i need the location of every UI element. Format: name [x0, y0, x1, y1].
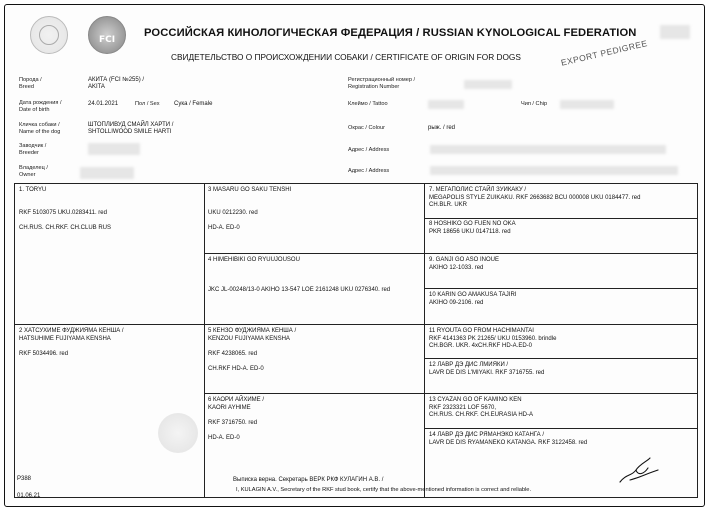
sex-label: Пол / Sex	[135, 101, 160, 107]
great-grandparent-8: 8 HOSHIKO GO FUEN NO OKA PKR 18656 UKU 0147118. red	[429, 221, 516, 235]
redacted-tattoo	[428, 100, 464, 109]
fci-logo: FCI	[88, 16, 126, 54]
great-grandparent-12: 12 ЛАВР ДЭ ДИС ЛМИЯКИ / LAVR DE DIS L'MIYAKI. RKF 3716755. red	[429, 362, 545, 376]
great-grandparent-10: 10 KARIN GO AMAKUSA TAJIRI AKIHO 09-2106. red	[429, 292, 517, 306]
chip-label: Чип / Chip	[521, 101, 548, 107]
breed-label: Порода / Breed	[19, 77, 42, 90]
rkf-logo	[30, 16, 68, 54]
export-pedigree-stamp: EXPORT PEDIGREE	[560, 38, 649, 68]
redacted-address-1	[430, 145, 666, 154]
name-label: Кличка собаки / Name of the dog	[19, 122, 61, 135]
certificate-title: РОССИЙСКАЯ КИНОЛОГИЧЕСКАЯ ФЕДЕРАЦИЯ / RUSSIAN KYNOLOGICAL FEDERATION	[144, 27, 637, 39]
redacted-breeder	[88, 143, 140, 155]
colour-value: рыж. / red	[428, 125, 456, 131]
great-grandparent-9: 9. GANJI GO ASO INOUE AKIHO 12-1033. red	[429, 257, 500, 271]
great-grandparent-11: 11 RYOUTA GO FROM HACHIMANTAI RKF 4141363 PK 21265/ UKU 0153960. brindle CH.BGR. UKR. 4xCH.RKF HD-A.ED-0	[429, 328, 557, 350]
sire-entry: 1. TORYU RKF 5103075 UKU.0283411. red CH.RUS. CH.RKF. CH.CLUB RUS	[19, 187, 112, 231]
grandparent-6: 6 КАОРИ АЙХИМЕ / KAORI AYHIME RKF 3716750. red HD-A. ED-0	[208, 397, 264, 441]
issue-date: 01.06.21	[17, 493, 41, 499]
dob-label: Дата рождения / Date of birth	[19, 100, 62, 113]
redacted-registration	[464, 80, 512, 89]
document-code: P388	[17, 476, 32, 482]
redacted-owner	[80, 167, 134, 179]
registration-label: Регистрационный номер / Registration Number	[348, 77, 416, 90]
grandparent-5: 5 КЕНЗО ФУДЖИЯМА КЕНША / KENZOU FUJIYAMA KENSHA RKF 4238065. red CH.RKF HD-A. ED-0	[208, 328, 297, 372]
breed-value: АКИТА (FCI №255) / AKITA	[88, 77, 145, 90]
redacted-chip	[560, 100, 614, 109]
great-grandparent-13: 13 CYAZAN GO OF KAMINO KEN RKF 2323321 LOF 5670, CH.RUS. CH.RKF. CH.EURASIA HD-A	[429, 397, 534, 419]
grandparent-4: 4 HIMEHIBIKI GO RYUUJOUSOU JKC JL-00248/13-0 AKIHO 13-547 LOE 2161248 UKU 0276340. red	[208, 257, 391, 294]
great-grandparent-7: 7. МЕГАПОЛИС СТАЙЛ ЗУИКАКУ / MEGAPOLIS STYLE ZUIKAKU. RKF 2663682 BCU 000008 UKU 0184477. red CH.BLR. UKR	[429, 187, 641, 209]
owner-label: Владелец / Owner	[19, 165, 48, 178]
great-grandparent-14: 14 ЛАВР ДЭ ДИС РЯМАНЭКО КАТАНГА / LAVR DE DIS RYAMANEKO KATANGA. RKF 3122458. red	[429, 432, 588, 446]
breeder-label: Заводчик / Breeder	[19, 143, 47, 156]
certificate-subtitle: СВИДЕТЕЛЬСТВО О ПРОИСХОЖДЕНИИ СОБАКИ / CERTIFICATE OF ORIGIN FOR DOGS	[171, 52, 521, 62]
seal-stamp	[158, 413, 198, 453]
redacted-address-2	[430, 166, 678, 175]
sex-value: Сука / Female	[174, 101, 213, 107]
tattoo-label: Клеймо / Tattoo	[348, 101, 388, 107]
verification-en: I, KULAGIN A.V., Secretary of the RKF stud book, certify that the above-mentioned information is correct and reliable.	[236, 487, 532, 493]
grandparent-3: 3 MASARU GO SAKU TENSHI UKU 0212230. red HD-A. ED-0	[208, 187, 292, 231]
dam-entry: 2 ХАТСУХИМЕ ФУДЖИЯМА КЕНША / HATSUHIME FUJIYAMA KENSHA RKF 5034496. red	[19, 328, 124, 357]
dob-value: 24.01.2021	[88, 101, 119, 107]
colour-label: Окрас / Colour	[348, 125, 385, 131]
breeder-address-label: Адрес / Address	[348, 147, 390, 153]
signature	[616, 452, 662, 488]
verification-ru: Выписка верна. Секретарь ВЕРК РКФ КУЛАГИН А.В. /	[233, 477, 384, 483]
dog-name-value: ШТОПЛИВУД СМАЙЛ ХАРТИ / SHTOLLIWOOD SMILE HARTI	[88, 122, 174, 135]
redacted-id	[660, 25, 690, 39]
owner-address-label: Адрес / Address	[348, 168, 390, 174]
